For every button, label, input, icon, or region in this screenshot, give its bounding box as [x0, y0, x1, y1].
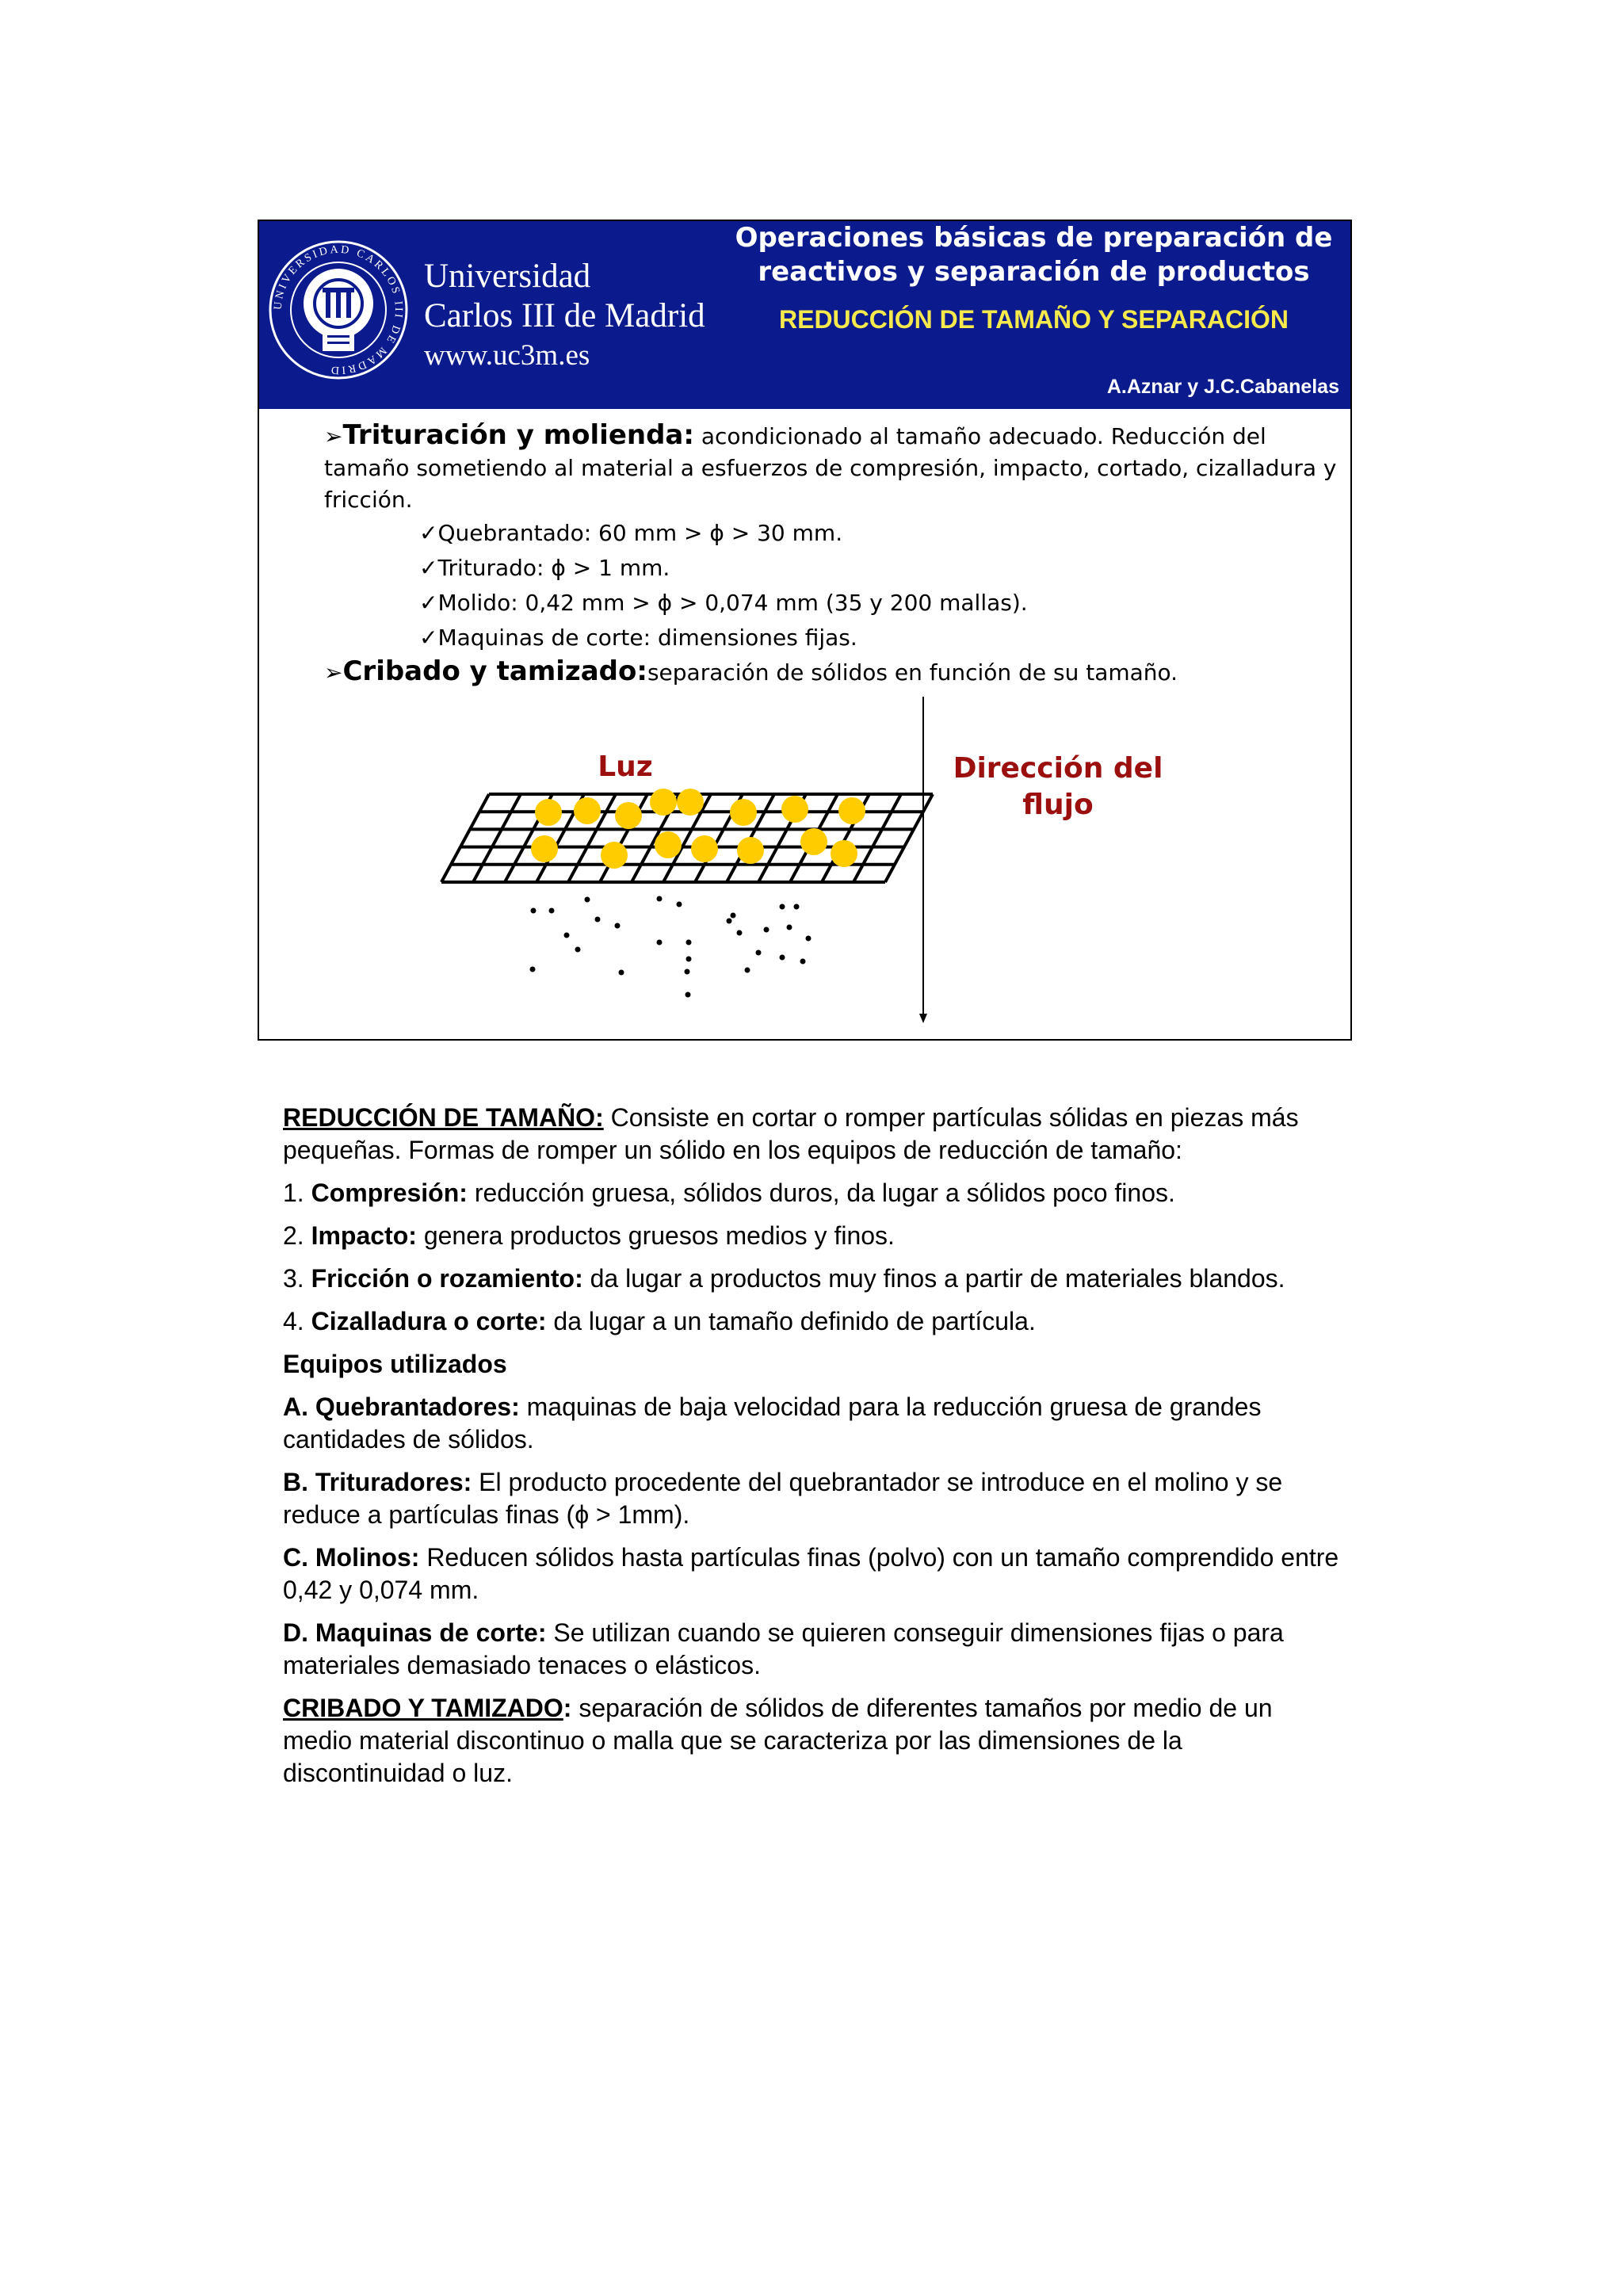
fine-particle	[585, 897, 590, 903]
equipment-text: Reducen sólidos hasta partículas finas (polvo) con un tamaño comprendido entre 0,42 y 0,074 mm.	[283, 1543, 1339, 1604]
mode-number: 4.	[283, 1307, 311, 1335]
bullet-trituracion	[324, 419, 1346, 516]
equipment-item	[283, 1466, 1345, 1531]
retained-particle	[574, 797, 601, 824]
mode-heading: Compresión:	[311, 1179, 468, 1207]
retained-particle	[650, 789, 677, 816]
fine-particle	[564, 933, 570, 938]
fine-particle	[686, 940, 692, 946]
mode-text: da lugar a productos muy finos a partir de materiales blandos.	[582, 1264, 1285, 1293]
check-item: ✓Maquinas de corte: dimensiones fijas.	[419, 625, 857, 651]
intro-text: Consiste en cortar o romper partículas sólidas en piezas más pequeñas. Formas de romper un sólido en los equipos de reducción de tamaño:	[283, 1103, 1299, 1164]
retained-particle	[535, 799, 562, 826]
fine-particle	[787, 925, 792, 930]
label-luz: Luz	[598, 751, 653, 783]
fine-particle	[575, 947, 581, 953]
label-direccion: Dirección del	[953, 752, 1163, 785]
retained-particle	[691, 835, 718, 862]
equipment-text: maquinas de baja velocidad para la reducción gruesa de grandes cantidades de sólidos.	[283, 1392, 1262, 1454]
bullet-arrow-icon: ➢	[324, 659, 343, 686]
fine-particle	[657, 896, 663, 902]
check-item: ✓Triturado: ϕ > 1 mm.	[419, 555, 670, 581]
fine-particle	[595, 917, 601, 923]
section-heading-reduccion: REDUCCIÓN DE TAMAÑO:	[283, 1103, 604, 1132]
retained-particle	[737, 837, 764, 864]
fine-particle	[727, 919, 732, 924]
course-title: Operaciones básicas de preparación de reactivos y separación de productos	[735, 222, 1333, 288]
equipment-heading: Equipos utilizados	[283, 1350, 507, 1378]
slide-bullets	[324, 419, 1346, 689]
mode-item	[283, 1263, 1345, 1295]
mode-heading: Fricción o rozamiento:	[311, 1264, 583, 1293]
university-name	[424, 257, 705, 376]
fine-particle	[780, 955, 785, 961]
mode-number: 1.	[283, 1179, 311, 1207]
university-website: www.uc3m.es	[424, 339, 590, 372]
retained-particle	[677, 789, 704, 816]
retained-particle	[615, 802, 642, 829]
sieve-diagram	[259, 697, 1354, 1037]
mode-heading: Cizalladura o corte:	[311, 1307, 547, 1335]
retained-particle	[831, 840, 857, 867]
fine-particle	[549, 908, 555, 914]
retained-particle	[730, 799, 757, 826]
university-name-line-2: Carlos III de Madrid	[424, 297, 705, 334]
equipment-item	[283, 1617, 1345, 1682]
equipment-heading-b: B. Trituradores:	[283, 1468, 472, 1496]
sieve-text: separación de sólidos de diferentes tamaños por medio de un medio material discontinuo o malla que se caracteriza por las dimensiones de la discontinuidad o luz.	[283, 1694, 1273, 1787]
equipment-heading-a: A. Quebrantadores:	[283, 1392, 520, 1421]
fine-particle	[737, 930, 743, 936]
check-item: ✓Molido: 0,42 mm > ϕ > 0,074 mm (35 y 200 mallas).	[419, 590, 1028, 616]
equipment-text: El producto procedente del quebrantador se introduce en el molino y se reduce a partículas finas (ϕ > 1mm).	[283, 1468, 1283, 1529]
fine-particle	[745, 968, 750, 973]
topic-title: REDUCCIÓN DE TAMAÑO Y SEPARACIÓN	[778, 305, 1289, 334]
mode-text: genera productos gruesos medios y finos.	[416, 1221, 895, 1250]
mode-heading: Impacto:	[311, 1221, 417, 1250]
fine-particle	[806, 936, 812, 942]
equipment-heading-d: D. Maquinas de corte:	[283, 1618, 547, 1647]
fine-particle	[530, 967, 536, 972]
seal-text: UNIVERSIDAD CARLOS III DE MADRID	[272, 243, 405, 376]
equipment-text: Se utilizan cuando se quieren conseguir dimensiones fijas o para materiales demasiado tenaces o elásticos.	[283, 1618, 1284, 1679]
mode-text: da lugar a un tamaño definido de partícula.	[546, 1307, 1036, 1335]
university-seal-logo	[267, 239, 410, 381]
bullet-heading: Trituración y molienda:	[342, 419, 694, 451]
flow-arrowhead-icon	[919, 1014, 927, 1023]
fine-particle	[657, 940, 663, 946]
section-heading-cribado: CRIBADO Y TAMIZADO	[283, 1694, 563, 1722]
fine-particle	[685, 992, 691, 998]
fine-particle	[615, 923, 621, 929]
header-banner	[259, 221, 1350, 409]
equipment-heading-c: C. Molinos:	[283, 1543, 420, 1572]
fine-particle	[685, 969, 690, 975]
intro-paragraph	[283, 1102, 1345, 1167]
retained-particle	[800, 828, 827, 855]
mode-item	[283, 1220, 1345, 1252]
fine-particle	[756, 950, 762, 956]
heading-colon: :	[563, 1694, 572, 1722]
authors: A.Aznar y J.C.Cabanelas	[1106, 376, 1339, 398]
mode-item	[283, 1177, 1345, 1209]
size-check-list	[419, 516, 1346, 655]
label-flujo: flujo	[1022, 789, 1094, 821]
bullet-text: acondicionado al tamaño adecuado. Reducción del tamaño sometiendo al material a esfuerzos de compresión, impacto, cortado, cizalladura y fricción.	[324, 423, 1337, 513]
mode-text: reducción gruesa, sólidos duros, da lugar a sólidos poco finos.	[467, 1179, 1175, 1207]
mode-number: 2.	[283, 1221, 311, 1250]
check-item: ✓Quebrantado: 60 mm > ϕ > 30 mm.	[419, 520, 843, 546]
fine-particle	[764, 927, 769, 933]
slide-panel	[258, 220, 1352, 1041]
bullet-cribado	[324, 655, 1346, 689]
retained-particle	[838, 797, 865, 824]
mode-number: 3.	[283, 1264, 311, 1293]
equipment-item	[283, 1541, 1345, 1606]
bullet-arrow-icon: ➢	[324, 423, 343, 449]
retained-particle	[531, 835, 558, 862]
retained-particle	[781, 796, 808, 823]
fine-particle	[686, 957, 692, 962]
body-text	[283, 1102, 1345, 1800]
fine-particle	[531, 908, 537, 914]
fine-particle	[780, 904, 785, 910]
retained-particle	[655, 831, 682, 858]
fine-particle	[800, 959, 806, 965]
fine-particles	[530, 896, 812, 998]
bullet-text: separación de sólidos en función de su tamaño.	[647, 659, 1178, 686]
bullet-heading: Cribado y tamizado:	[342, 655, 647, 687]
fine-particle	[677, 902, 682, 907]
mode-item	[283, 1305, 1345, 1338]
university-name-line-1: Universidad	[424, 258, 591, 295]
equipment-item	[283, 1391, 1345, 1456]
fine-particle	[619, 970, 624, 976]
fine-particle	[731, 913, 736, 919]
retained-particle	[601, 842, 628, 869]
fine-particle	[794, 904, 800, 910]
sieve-paragraph	[283, 1692, 1345, 1790]
